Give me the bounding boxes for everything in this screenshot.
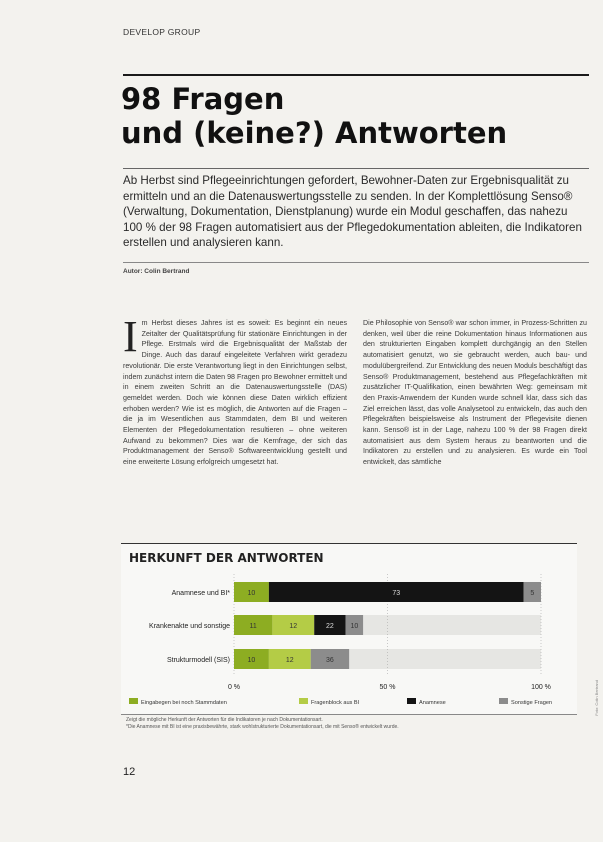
data-label: 5 <box>530 590 535 597</box>
data-label: 12 <box>285 657 294 664</box>
category-label: Anamnese und BI* <box>171 590 230 597</box>
article-lead: Ab Herbst sind Pflegeeinrichtungen gefordert, Bewohner-Daten zur Ergebnisqualität zu ermitteln und an die Datenauswertungsstelle zu senden. In der Komplettlösung Senso® (Verwaltung, Dokumentation, Dienstplanung) wurde ein Modul geschaffen, das nahezu 100 % der 98 Fragen automatisiert aus der Pflegedokumentation ableiten, die Indikatoren erstellen und analysieren kann. <box>123 174 582 250</box>
lead-rule <box>123 262 589 263</box>
chart-figure <box>121 543 577 715</box>
data-label: 36 <box>326 657 334 664</box>
stacked-bar-chart <box>121 566 577 712</box>
top-rule <box>123 74 589 76</box>
legend-label: Fragenblock aus BI <box>311 700 360 706</box>
legend-label: Eingabegen bei noch Stammdaten <box>141 700 227 706</box>
data-label: 22 <box>326 623 334 630</box>
section-kicker: DEVELOP GROUP <box>123 27 201 37</box>
title-line-1: 98 Fragen <box>121 82 285 116</box>
data-label: 10 <box>247 590 256 597</box>
legend-swatch <box>299 698 308 704</box>
body-column-left <box>123 312 347 468</box>
drop-cap: I <box>123 312 138 361</box>
tick-label: 100 % <box>531 684 551 691</box>
data-label: 10 <box>350 623 359 630</box>
legend-swatch <box>407 698 416 704</box>
body-column-right: Die Philosophie von Senso® war schon immer, in Prozess-Schritten zu denken, weil über die reine Dokumentation hinaus Informationen aus den strukturierten Eingaben komplett durchgängig an den Stellen automatisiert genutzt, wo sie gebraucht werden, auch bau- und modulübergreifend. Zur Entwicklung des neuen Moduls beschäftigt das Senso® Produktmanagement, bestehend aus Pflegefachkräften mit zusätzlicher IT-Qualifikation, einen bewährten Weg: gemeinsam mit den Praxis-Anwendern der Kunden wurde schnell klar, dass sich das Ziel erreichen lässt, das volle Analysetool zu entwickeln, das auch den Pflegekräften beispielsweise als Instrument der Pflegevisite dienen kann. Senso® ist in der Lage, nahezu 100 % der 98 Fragen direkt automatisiert aus dem System heraus zu beantworten und die Indikatoren zu erstellen und zu analysieren. Es wurde ein Tool entwickelt, das sämtliche <box>363 319 587 467</box>
legend-swatch <box>129 698 138 704</box>
caption-footnote: *Die Anamnese mit BI ist eine praxisbewährte, stark wohlstrukturierte Dokumentationsart, die mit Senso® entwickelt wurde. <box>126 724 399 730</box>
tick-label: 50 % <box>379 684 396 691</box>
legend-label: Sonstige Fragen <box>511 700 553 706</box>
title-line-2: und (keine?) Antworten <box>121 116 508 150</box>
author-line: Autor: Colin Bertrand <box>123 268 190 275</box>
legend-swatch <box>499 698 508 704</box>
title-rule <box>123 168 589 169</box>
article-title <box>121 82 507 150</box>
category-label: Strukturmodell (SIS) <box>166 657 230 664</box>
figure-captions <box>126 717 586 731</box>
data-label: 12 <box>289 623 298 630</box>
page-number: 12 <box>123 766 136 778</box>
category-label: Krankenakte und sonstige <box>149 623 230 630</box>
caption-main: Zeigt die mögliche Herkunft der Antworten für die Indikatoren je nach Dokumentationsart. <box>126 717 323 723</box>
data-label: 10 <box>247 657 256 664</box>
photo-credit: Foto: Colin Bertrand <box>594 680 599 716</box>
data-label: 11 <box>249 623 257 630</box>
legend-label: Anamnese <box>419 700 446 706</box>
data-label: 73 <box>392 590 401 597</box>
chart-title: HERKUNFT DER ANTWORTEN <box>129 551 324 565</box>
tick-label: 0 % <box>227 684 241 691</box>
body-text-left: m Herbst dieses Jahres ist es soweit: Es beginnt ein neues Zeitalter der Qualitätsprüfung für stationäre Einrichtungen in der Pflege. Erstmals wird die Ergebnisqualität der Maßstab der Dinge. Auch das darauf eingeleitete Verfahren wirkt geradezu revolutionär. Die erste Verantwortung liegt in den Einrichtungen selbst, indem zunächst intern die Daten 98 Fragen pro Bewohner ermittelt und in einem zweiten Schritt an die Datenauswertungsstelle (DAS) gemeldet werden. Doch wie können diese Daten wirklich effizient erhoben werden? Wie ist es möglich, die Antworten auf die Fragen – die ja im Wesentlichen aus Stammdaten, dem BI und weiteren Elementen der Pflegedokumentation resultieren – ohne weiteren Aufwand zu bekommen? Dies war die Kernfrage, der sich das Produktmanagement der Senso® Softwareentwicklung gestellt und eine erweiterte Lösung erfolgreich umgesetzt hat. <box>123 319 347 467</box>
